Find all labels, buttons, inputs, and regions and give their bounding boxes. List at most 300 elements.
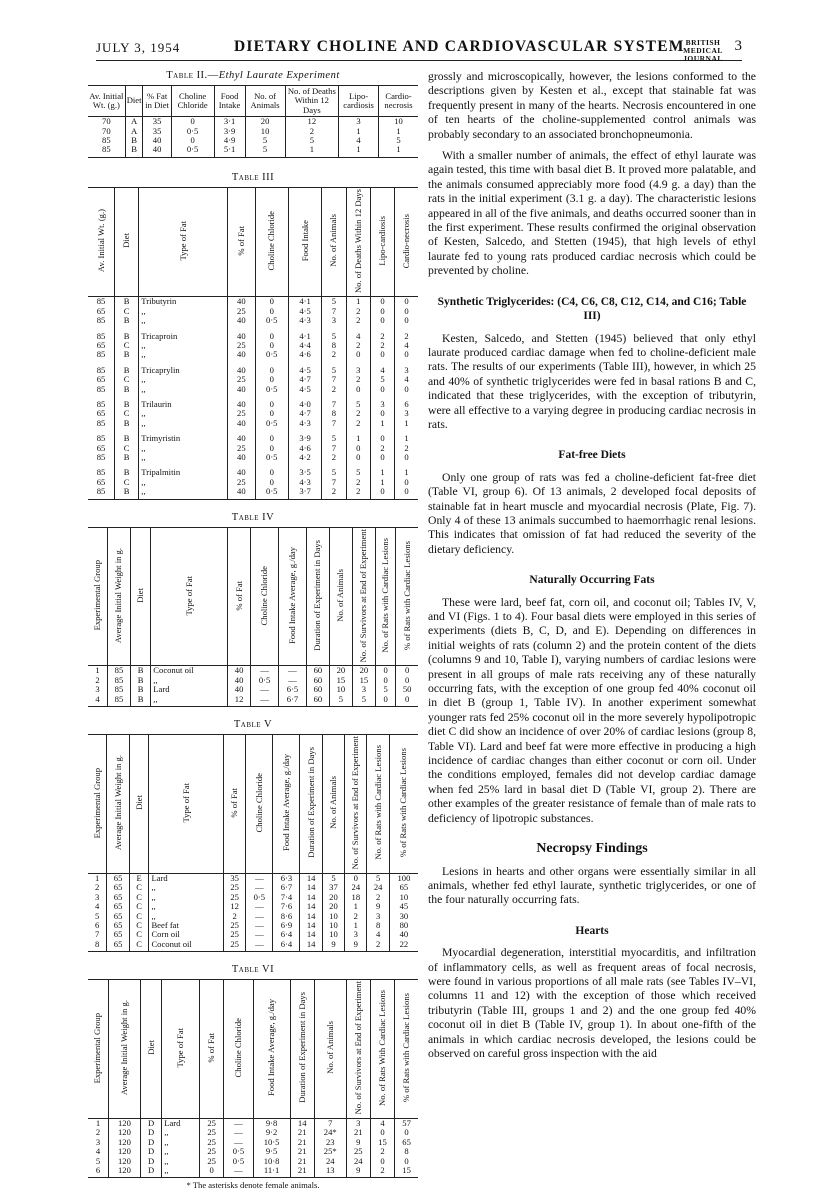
table-cell: 5 xyxy=(322,297,346,307)
table-cell: 10 xyxy=(389,893,418,902)
column-header: Food Intake xyxy=(288,187,321,296)
column-header: % of Rats with Cardiac Lesions xyxy=(396,527,418,666)
column-header: No. of Animals xyxy=(322,735,344,874)
table-cell: 0 xyxy=(346,453,370,462)
table-cell: D xyxy=(140,1118,161,1128)
table-cell: 7 xyxy=(314,1118,346,1128)
table-cell: 25 xyxy=(223,930,245,939)
table-cell: 50 xyxy=(396,685,418,694)
table-cell: Tricaproin xyxy=(139,326,228,341)
column-header: Lipo-cardiosis xyxy=(339,86,379,117)
table-cell: 24 xyxy=(346,1157,370,1166)
table-cell: — xyxy=(224,1118,253,1128)
table-cell: — xyxy=(224,1138,253,1147)
column-header: No. of Survivors at End of Experiment xyxy=(345,735,367,874)
table-cell: ,, xyxy=(139,350,228,359)
table-cell: 120 xyxy=(108,1147,140,1156)
column-header: Type of Fat xyxy=(149,735,224,874)
table-cell: 0 xyxy=(255,360,288,375)
table-cell: C xyxy=(129,902,149,911)
table-cell: B xyxy=(125,136,143,145)
table-row xyxy=(88,117,418,127)
table-cell: 2 xyxy=(223,912,245,921)
table-cell: 20 xyxy=(352,666,375,676)
table-cell: 11·1 xyxy=(253,1166,290,1178)
table-cell: 4 xyxy=(370,360,394,375)
running-title: DIETARY CHOLINE AND CARDIOVASCULAR SYSTEM xyxy=(234,38,685,55)
table-cell: 3 xyxy=(370,394,394,409)
table-cell: B xyxy=(115,385,139,394)
table-cell: B xyxy=(115,326,139,341)
table-cell: 1 xyxy=(345,921,367,930)
table-cell: 40 xyxy=(228,385,256,394)
table-cell: 0 xyxy=(370,1157,394,1166)
table-cell: 85 xyxy=(96,330,106,341)
table-cell: 21 xyxy=(290,1138,314,1147)
table-cell: 7 xyxy=(95,929,100,940)
table-row xyxy=(88,444,418,453)
table-cell: 5 xyxy=(245,145,285,157)
table-cell: 3·7 xyxy=(288,487,321,499)
table-cell: 120 xyxy=(108,1128,140,1137)
table-cell: 1 xyxy=(395,419,418,428)
table-cell: C xyxy=(129,912,149,921)
table-cell: 0·5 xyxy=(255,453,288,462)
table-cell: B xyxy=(115,419,139,428)
table-cell: 8 xyxy=(395,1147,418,1156)
table-cell: ,, xyxy=(162,1147,200,1156)
table-cell: 6·7 xyxy=(273,883,300,892)
table-cell: D xyxy=(140,1138,161,1147)
table-cell: 3 xyxy=(339,117,379,127)
table-row xyxy=(88,419,418,428)
table-cell: 5 xyxy=(245,136,285,145)
table-cell: 2 xyxy=(346,307,370,316)
table-cell: 0 xyxy=(346,444,370,453)
table-cell: 40 xyxy=(143,136,171,145)
table-cell: 5 xyxy=(322,873,344,883)
table-cell: A xyxy=(125,117,143,127)
table-cell: Tributyrin xyxy=(139,297,228,307)
paragraph-necropsy: Lesions in hearts and other organs were essentially similar in all animals, whether fed ethyl laurate, synthetic triglycerides, or one of the four naturally occurring fats. xyxy=(428,864,756,907)
table-cell: 0·5 xyxy=(171,145,214,157)
table-cell: — xyxy=(251,695,279,707)
column-header: Experimental Group xyxy=(88,527,107,666)
table-cell: 0 xyxy=(255,444,288,453)
table-row xyxy=(88,341,418,350)
table-cell: 2 xyxy=(367,940,389,952)
table-row xyxy=(88,375,418,384)
table-cell: 0 xyxy=(370,297,394,307)
table-cell: 14 xyxy=(300,940,322,952)
column-header: Diet xyxy=(140,980,161,1119)
page-number: 3 xyxy=(734,38,742,54)
column-header: % of Rats with Cardiac Lesions xyxy=(395,980,418,1119)
table-cell: 24 xyxy=(345,883,367,892)
table-cell: 2 xyxy=(367,893,389,902)
heading-hearts: Hearts xyxy=(575,924,609,937)
table-row xyxy=(88,394,418,409)
table-cell: — xyxy=(251,666,279,676)
table-cell: 65 xyxy=(96,305,106,316)
column-header: % of Rats with Cardiac Lesions xyxy=(389,735,418,874)
table-cell: 0 xyxy=(370,409,394,418)
table-cell: 5 xyxy=(322,428,346,443)
table-cell: D xyxy=(140,1128,161,1137)
table-cell: 45 xyxy=(389,902,418,911)
table-cell: Corn oil xyxy=(149,930,224,939)
table-cell: B xyxy=(115,428,139,443)
table-cell: 85 xyxy=(96,398,106,409)
table-cell: B xyxy=(125,145,143,157)
table-row xyxy=(88,695,418,707)
table-cell: ,, xyxy=(151,695,228,707)
table-cell: 6·4 xyxy=(273,940,300,952)
table-cell: 40 xyxy=(228,326,256,341)
column-header: Experimental Group xyxy=(88,735,107,874)
table-cell: 1 xyxy=(379,127,418,136)
table-cell: 7 xyxy=(322,478,346,487)
table-cell: 85 xyxy=(96,349,106,360)
table-cell: — xyxy=(246,902,273,911)
table-cell: 7 xyxy=(322,307,346,316)
table-cell: 65 xyxy=(96,339,106,350)
table-cell: 85 xyxy=(96,467,106,478)
table-row xyxy=(88,350,418,359)
table-cell: 14 xyxy=(300,930,322,939)
running-header xyxy=(96,38,742,61)
table-cell: 7·6 xyxy=(273,902,300,911)
table-cell: B xyxy=(115,350,139,359)
table-cell: 0 xyxy=(395,453,418,462)
table-cell: — xyxy=(246,883,273,892)
table-cell: 65 xyxy=(107,893,129,902)
heading-fat-free: Fat-free Diets xyxy=(558,449,626,462)
table-cell: 2 xyxy=(370,444,394,453)
table-cell: 20 xyxy=(245,117,285,127)
table3 xyxy=(88,187,418,500)
table-cell: 1 xyxy=(95,665,100,676)
table-cell: B xyxy=(115,487,139,499)
column-header: No. of Rats With Cardiac Lesions xyxy=(370,980,394,1119)
table-cell: 4·3 xyxy=(288,478,321,487)
table-row xyxy=(88,1138,418,1147)
table3-title: Table III xyxy=(231,171,275,183)
table-cell: 1 xyxy=(379,145,418,157)
column-header: Experimental Group xyxy=(88,980,108,1119)
table-cell: 4 xyxy=(346,326,370,341)
table6-footnote: * The asterisks denote female animals. xyxy=(186,1180,320,1190)
column-header: Duration of Experiment in Days xyxy=(290,980,314,1119)
table-cell: 10 xyxy=(322,921,344,930)
table-cell: 25 xyxy=(228,478,256,487)
table-cell: 14 xyxy=(300,912,322,921)
column-header: Average Initial Weight in g. xyxy=(108,980,140,1119)
table-cell: 65 xyxy=(395,1138,418,1147)
table-cell: 120 xyxy=(108,1166,140,1178)
table-cell: 25 xyxy=(223,940,245,952)
table-cell: ,, xyxy=(139,478,228,487)
table-cell: 35 xyxy=(143,127,171,136)
table-cell: 13 xyxy=(314,1166,346,1178)
column-header: No. of Rats with Cardiac Lesions xyxy=(375,527,395,666)
table-cell: 0 xyxy=(345,873,367,883)
table-cell: 0 xyxy=(396,676,418,685)
table-cell: 0 xyxy=(171,117,214,127)
table-cell: 57 xyxy=(395,1118,418,1128)
table-cell: 40 xyxy=(228,350,256,359)
table-cell: 0 xyxy=(395,385,418,394)
table-cell: 25* xyxy=(314,1147,346,1156)
table-cell: 12 xyxy=(223,902,245,911)
table-cell: 9·2 xyxy=(253,1128,290,1137)
table-cell: 0 xyxy=(395,487,418,499)
table-cell: 85 xyxy=(96,451,106,462)
table-cell: 65 xyxy=(107,883,129,892)
table-cell: 40 xyxy=(228,297,256,307)
table-cell: 4·3 xyxy=(288,419,321,428)
table-row xyxy=(88,145,418,157)
table6 xyxy=(88,979,418,1178)
table-cell: 8 xyxy=(322,409,346,418)
table-cell: ,, xyxy=(151,676,228,685)
table-cell: 6·9 xyxy=(273,921,300,930)
table-cell: 4 xyxy=(395,375,418,384)
paragraph-hearts: Myocardial degeneration, interstitial myocarditis, and infiltration of inflammatory cells, as well as frequent areas of focal necrosis, were found in various proportions of all male rats (see Tables IV–VI, columns 11 and 12) with the exception of those which received tributyrin (Table III, groups 1 and 2) and the one group fed 40% coconut oil in diet B (Table IV, group 1). In about one-fifth of the animals in which cardiac necrosis developed, the lesions could be observed on careful gross inspection with the aid xyxy=(428,946,756,1060)
table-cell: 15 xyxy=(395,1166,418,1178)
table-cell: Beef fat xyxy=(149,921,224,930)
table-cell: 2 xyxy=(345,912,367,921)
column-header: Type of Fat xyxy=(151,527,228,666)
table5 xyxy=(88,734,418,952)
table-cell: C xyxy=(115,307,139,316)
table-cell: 4·9 xyxy=(214,136,245,145)
table-cell: ,, xyxy=(162,1128,200,1137)
table-cell: 65 xyxy=(107,921,129,930)
table-cell: 3·9 xyxy=(214,127,245,136)
table-cell: — xyxy=(224,1128,253,1137)
table-cell: B xyxy=(130,685,150,694)
table-cell: 85 xyxy=(102,135,111,146)
table-cell: 85 xyxy=(96,433,106,444)
table-cell: 8 xyxy=(88,940,107,952)
table-cell: 65 xyxy=(96,374,106,385)
table-cell: 0 xyxy=(255,478,288,487)
table-cell: 3 xyxy=(95,891,100,902)
table-cell: 2 xyxy=(395,444,418,453)
table-cell: 0·5 xyxy=(255,419,288,428)
table-cell: 40 xyxy=(228,462,256,477)
table-cell: — xyxy=(246,912,273,921)
table-cell: 5 xyxy=(329,695,352,707)
table-cell: 9 xyxy=(346,1138,370,1147)
column-header: % of Fat xyxy=(223,735,245,874)
table-cell: 25 xyxy=(228,444,256,453)
table5-title: Table V xyxy=(233,719,273,731)
table-cell: 40 xyxy=(228,360,256,375)
column-header: % of Fat xyxy=(200,980,224,1119)
table4-title: Table IV xyxy=(231,511,275,523)
table-cell: 0 xyxy=(375,695,395,707)
table-cell: 3 xyxy=(367,912,389,921)
table-cell: 20 xyxy=(322,893,344,902)
table-cell: 0 xyxy=(395,316,418,325)
column-header: Lipo-cardiosis xyxy=(370,187,394,296)
table-cell: B xyxy=(115,316,139,325)
table-cell: ,, xyxy=(139,375,228,384)
table-cell: ,, xyxy=(139,385,228,394)
table-cell: E xyxy=(129,873,149,883)
column-header: No. of Deaths Within 12 Days xyxy=(346,187,370,296)
table-cell: C xyxy=(129,930,149,939)
table-cell: 25 xyxy=(228,409,256,418)
table-cell: 60 xyxy=(306,695,329,707)
table-cell: — xyxy=(246,873,273,883)
table-cell: 40 xyxy=(228,316,256,325)
table-cell: 40 xyxy=(228,428,256,443)
table-cell: 0·5 xyxy=(224,1157,253,1166)
table-row xyxy=(88,462,418,477)
table4 xyxy=(88,527,418,707)
table-cell: ,, xyxy=(139,341,228,350)
table-row xyxy=(88,307,418,316)
table6-title: Table VI xyxy=(231,964,275,976)
table-cell: ,, xyxy=(162,1157,200,1166)
table-cell: D xyxy=(140,1157,161,1166)
table-cell: 40 xyxy=(143,145,171,157)
table-cell: 2 xyxy=(322,350,346,359)
table-cell: 18 xyxy=(345,893,367,902)
table-cell: 25 xyxy=(228,341,256,350)
table-cell: 3 xyxy=(346,360,370,375)
column-header: Average Initial Weight in g. xyxy=(107,527,130,666)
table-cell: C xyxy=(115,341,139,350)
table-cell: 4·4 xyxy=(288,341,321,350)
column-header: Duration of Experiment in Days xyxy=(306,527,329,666)
column-header: Choline Chloride xyxy=(171,86,214,117)
table-cell: 65 xyxy=(107,940,129,952)
table-cell: C xyxy=(115,444,139,453)
table-cell: 5 xyxy=(322,326,346,341)
table-cell: 25 xyxy=(223,883,245,892)
table-cell: 4·7 xyxy=(288,375,321,384)
column-header: Cardio-necrosis xyxy=(379,86,418,117)
column-header: Food Intake Average, g./day xyxy=(273,735,300,874)
table-cell: 21 xyxy=(346,1128,370,1137)
heading-synthetic-triglycerides: Synthetic Triglycerides: (C4, C6, C8, C12, C14, and C16; Table III) xyxy=(437,295,747,323)
table-cell: 0·5 xyxy=(246,893,273,902)
table-cell: 1 xyxy=(95,872,100,883)
table-cell: 2 xyxy=(346,478,370,487)
table-cell: 4·2 xyxy=(288,453,321,462)
table-cell: 2 xyxy=(346,316,370,325)
table-cell: 0·5 xyxy=(255,385,288,394)
table-cell: 85 xyxy=(88,487,115,499)
table-cell: 2 xyxy=(285,127,339,136)
column-header: No. of Animals xyxy=(329,527,352,666)
table-cell: 25 xyxy=(223,921,245,930)
table-cell: 85 xyxy=(107,666,130,676)
table-cell: 2 xyxy=(370,1166,394,1178)
table-cell: 0 xyxy=(255,462,288,477)
table-cell: 40 xyxy=(228,685,251,694)
table-cell: Tricaprylin xyxy=(139,360,228,375)
table-cell: 10 xyxy=(322,912,344,921)
table-cell: ,, xyxy=(149,902,224,911)
table-row xyxy=(88,136,418,145)
table-cell: 0 xyxy=(395,307,418,316)
table-cell: 30 xyxy=(389,912,418,921)
column-header: Food Intake Average, g./day xyxy=(253,980,290,1119)
table-cell: 3 xyxy=(95,684,100,695)
table-cell: 7 xyxy=(322,394,346,409)
column-header: No. of Survivors at End of Experiment xyxy=(352,527,375,666)
table-cell: Tripalmitin xyxy=(139,462,228,477)
table-cell: 2 xyxy=(346,409,370,418)
table-cell: 0 xyxy=(375,676,395,685)
table-cell: 25 xyxy=(200,1147,224,1156)
table-cell: 65 xyxy=(96,408,106,419)
table-cell: 1 xyxy=(95,1117,101,1128)
table-cell: B xyxy=(115,462,139,477)
table-cell: 65 xyxy=(107,873,129,883)
table-cell: 25 xyxy=(228,307,256,316)
table-cell: 14 xyxy=(300,893,322,902)
table-cell: 25 xyxy=(228,375,256,384)
table-cell: 0·5 xyxy=(255,316,288,325)
table-cell: 9·8 xyxy=(253,1118,290,1128)
table-cell: 24 xyxy=(314,1157,346,1166)
table-cell: 3·9 xyxy=(288,428,321,443)
table-cell: 60 xyxy=(306,676,329,685)
table-cell: 1 xyxy=(339,127,379,136)
right-column xyxy=(428,70,756,1061)
table-cell: 0 xyxy=(200,1166,224,1178)
table-cell: ,, xyxy=(149,893,224,902)
table-cell: 40 xyxy=(389,930,418,939)
table-cell: 5 xyxy=(375,685,395,694)
table-cell: 120 xyxy=(108,1118,140,1128)
table-row xyxy=(88,1128,418,1137)
table-cell: 5 xyxy=(346,462,370,477)
table-row xyxy=(88,409,418,418)
table-cell: 10·5 xyxy=(253,1138,290,1147)
table-cell: 65 xyxy=(96,476,106,487)
column-header: Diet xyxy=(125,86,143,117)
table-cell: B xyxy=(130,695,150,707)
paragraph-synthetic: Kesten, Salcedo, and Stetten (1945) believed that only ethyl laurate produced cardiac damage when fed to choline-deficient male rats. The results of our experiments (Table III), however, in which 25 and 40% of synthetic triglycerides were fed in basal rations B and C, indicated that these triglycerides, with the exception of tributyrin, were all effective to a varying degree in producing cardiac necrosis in rats. xyxy=(428,331,756,431)
column-header: Duration of Experiment in Days xyxy=(300,735,322,874)
column-header: Choline Chloride xyxy=(246,735,273,874)
table-cell: 2 xyxy=(346,375,370,384)
table-cell: B xyxy=(115,394,139,409)
table-cell: Coconut oil xyxy=(149,940,224,952)
table-cell: 8 xyxy=(367,921,389,930)
table-cell: 85 xyxy=(96,296,106,307)
column-header: No. of Deaths Within 12 Days xyxy=(285,86,339,117)
table-cell: 4·0 xyxy=(288,394,321,409)
table-cell: 24 xyxy=(367,883,389,892)
table-cell: 2 xyxy=(322,487,346,499)
table-cell: 21 xyxy=(290,1147,314,1156)
table2-title: Table II.—Ethyl Laurate Experiment xyxy=(166,70,340,81)
table-cell: 0 xyxy=(255,297,288,307)
table-cell: 0 xyxy=(171,136,214,145)
column-header: % Fat in Diet xyxy=(143,86,171,117)
table-cell: 6 xyxy=(88,1166,108,1178)
table-cell: 4·6 xyxy=(288,350,321,359)
table-cell: — xyxy=(279,676,307,685)
